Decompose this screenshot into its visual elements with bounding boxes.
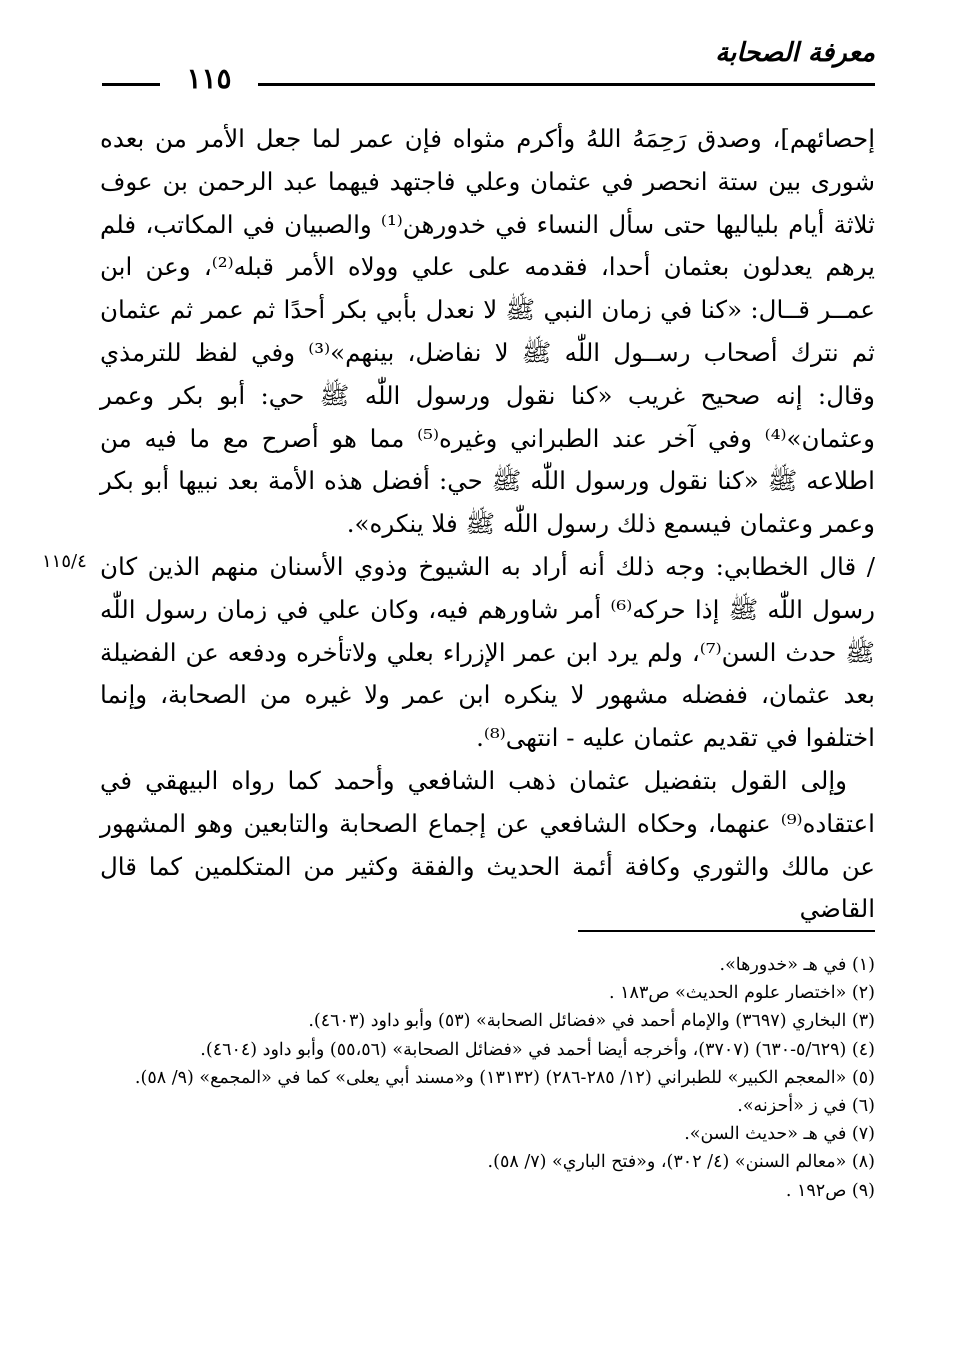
margin-volume-page-note: ١١٥/٤ [42, 551, 87, 572]
page-number: ١١٥ [186, 62, 232, 95]
footnote-9: (٩) ص١٩٢ . [785, 1180, 875, 1201]
body-paragraph-1: إحصائهم]، وصدق رَحِمَهُ اللهُ وأكرم مثواه فإن عمر لما جعل الأمر من بعده شورى بين ستة انحصر في عثمان وعلي فاجتهد فيهما عبد الرحمن بن عوف ثلاثة أيام بلياليها حتى سأل النساء في خدورهن⁽¹⁾ والصبيان في المكاتب، فلم يرهم يعدلون بعثمان أحدا، فقدمه على علي وولاه الأمر قبله⁽²⁾، وعن ابن عمــر قــال: «كنا في زمان النبي ﷺ لا نعدل بأبي بكر أحدًا ثم عمر ثم عثمان ثم نترك أصحاب رســول اللّٰه ﷺ لا نفاضل، بينهم»⁽³⁾ وفي لفظ للترمذي وقال: إنه صحيح غريب «كنا نقول ورسول اللّٰه ﷺ حي: أبو بكر وعمر وعثمان»⁽⁴⁾ وفي آخر عند الطبراني وغيره⁽⁵⁾ مما هو أصرح مع ما فيه من اطلاعه ﷺ «كنا نقول ورسول اللّٰه ﷺ حي: أفضل هذه الأمة بعد نبيها أبو بكر وعمر وعثمان فيسمع ذلك رسول اللّٰه ﷺ فلا ينكره». [100, 124, 876, 539]
footnote-7: (٧) في هـ «حديث السن». [684, 1124, 875, 1145]
footnote-4: (٤) (٥/٦٢٩-٦٣٠) (٣٧٠٧)، وأخرجه أيضا أحمد في «فضائل الصحابة» (٥٥،٥٦) وأبو داود (٤٦٠٤). [200, 1039, 875, 1060]
footnote-2: (٢) «اختصار علوم الحديث» ص١٨٣ . [609, 983, 875, 1004]
footnotes [100, 951, 875, 1205]
footnote-5: (٥) «المعجم الكبير» للطبراني (١٢/ ٢٨٥-٢٨٦) (١٣١٣٢) و«مسند أبي يعلى» كما في «المجمع» (٩/ ٥٨). [134, 1067, 875, 1088]
footnote-1: (١) في هـ «خدورها». [719, 955, 875, 975]
body-text [100, 118, 875, 931]
body-paragraph-2: / قال الخطابي: وجه ذلك أنه أراد به الشيوخ وذوي الأسنان منهم الذين كان رسول اللّٰه ﷺ إذا حركه⁽⁶⁾ أمر شاورهم فيه، وكان علي في زمان رسول اللّٰه ﷺ حدث السن⁽⁷⁾، ولم يرد ابن عمر الإزراء بعلي ولاتأخره ودفعه عن الفضيلة بعد عثمان، ففضله مشهور لا ينكره ابن عمر ولا غيره من الصحابة، وإنما اختلفوا في تقديم عثمان عليه - انتهى⁽⁸⁾. [100, 551, 875, 753]
body-paragraph-3: وإلى القول بتفضيل عثمان ذهب الشافعي وأحمد كما رواه البيهقي في اعتقاده⁽⁹⁾ عنهما، وحكاه الشافعي عن إجماع الصحابة والتابعين وهو المشهور عن مالك والثوري وكافة أئمة الحديث والفقة وكثير من المتكلمين كما قال القاضي [100, 765, 875, 924]
footnote-8: (٨) «معالم السنن» (٤/ ٣٠٢)، و«فتح الباري» (٧/ ٥٨). [487, 1152, 875, 1173]
footnote-separator [578, 930, 875, 932]
header-rule-left [102, 83, 160, 86]
footnote-6: (٦) في ز «أحزنه». [737, 1096, 875, 1117]
header-rule-right [258, 83, 875, 86]
footnote-3: (٣) البخاري (٣٦٩٧) والإمام أحمد في «فضائل الصحابة» (٥٣) وأبو داود (٤٦٠٣). [308, 1011, 875, 1032]
running-head-title: معرفة الصحابة [715, 38, 875, 68]
